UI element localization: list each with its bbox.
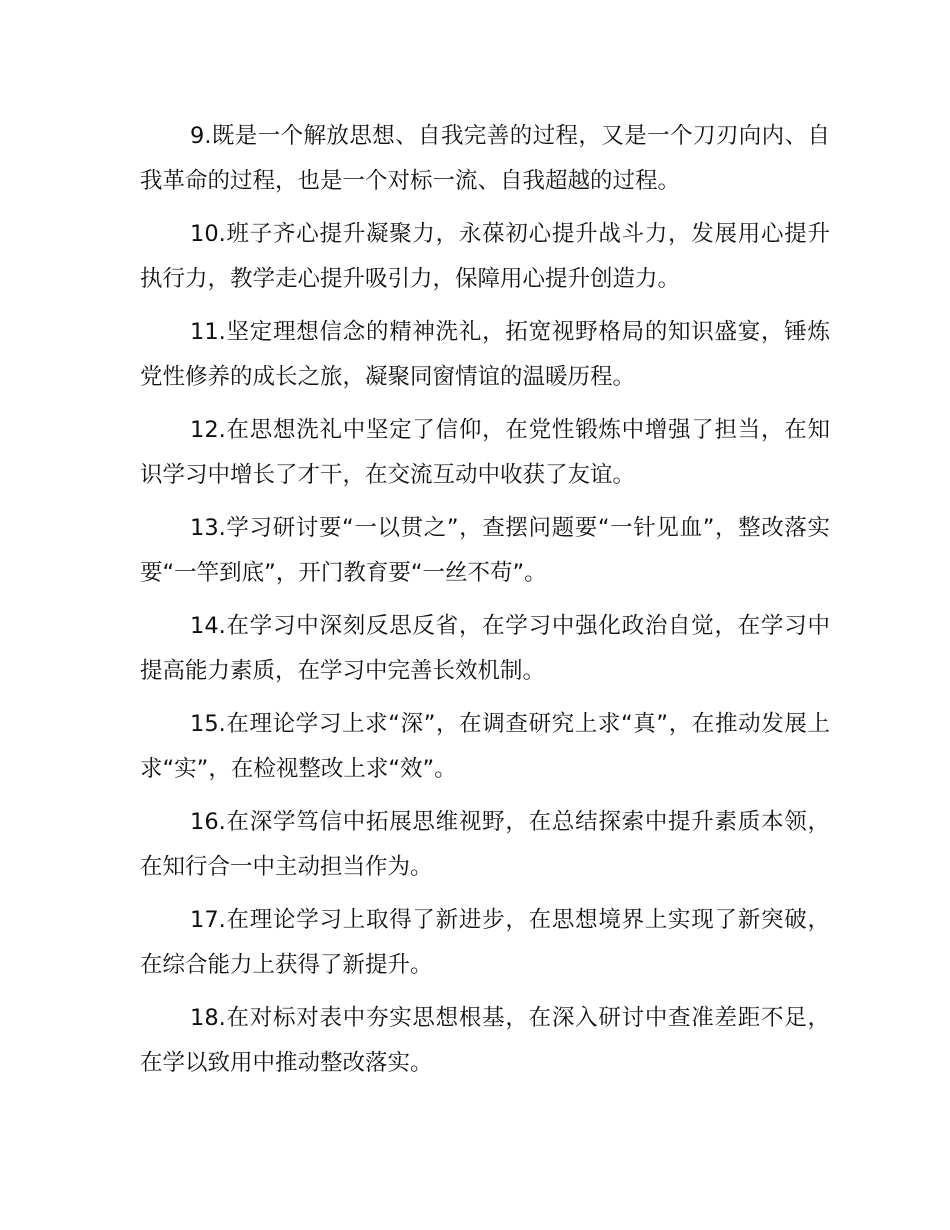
paragraph-9: 9.既是一个解放思想、自我完善的过程，又是一个刀刃向内、自我革命的过程，也是一个对标一流、自我超越的过程。 xyxy=(140,123,830,194)
paragraph-13: 13.学习研讨要“一以贯之”，查摆问题要“一针见血”，整改落实要“一竿到底”，开门教育要“一丝不苟”。 xyxy=(140,515,830,586)
paragraph-11: 11.坚定理想信念的精神洗礼，拓宽视野格局的知识盛宴，锤炼党性修养的成长之旅，凝聚同窗情谊的温暖历程。 xyxy=(140,319,830,390)
paragraph-15: 15.在理论学习上求“深”，在调查研究上求“真”，在推动发展上求“实”，在检视整改上求“效”。 xyxy=(140,711,830,782)
paragraph-18: 18.在对标对表中夯实思想根基，在深入研讨中查准差距不足，在学以致用中推动整改落实。 xyxy=(140,1005,830,1076)
paragraph-16: 16.在深学笃信中拓展思维视野，在总结探索中提升素质本领，在知行合一中主动担当作为。 xyxy=(140,809,830,880)
paragraph-12: 12.在思想洗礼中坚定了信仰，在党性锻炼中增强了担当，在知识学习中增长了才干，在交流互动中收获了友谊。 xyxy=(140,417,830,488)
paragraph-10: 10.班子齐心提升凝聚力，永葆初心提升战斗力，发展用心提升执行力，教学走心提升吸引力，保障用心提升创造力。 xyxy=(140,221,830,292)
document-page xyxy=(140,114,830,1094)
paragraph-14: 14.在学习中深刻反思反省，在学习中强化政治自觉，在学习中提高能力素质，在学习中完善长效机制。 xyxy=(140,613,830,684)
paragraph-17: 17.在理论学习上取得了新进步，在思想境界上实现了新突破，在综合能力上获得了新提升。 xyxy=(140,907,830,978)
